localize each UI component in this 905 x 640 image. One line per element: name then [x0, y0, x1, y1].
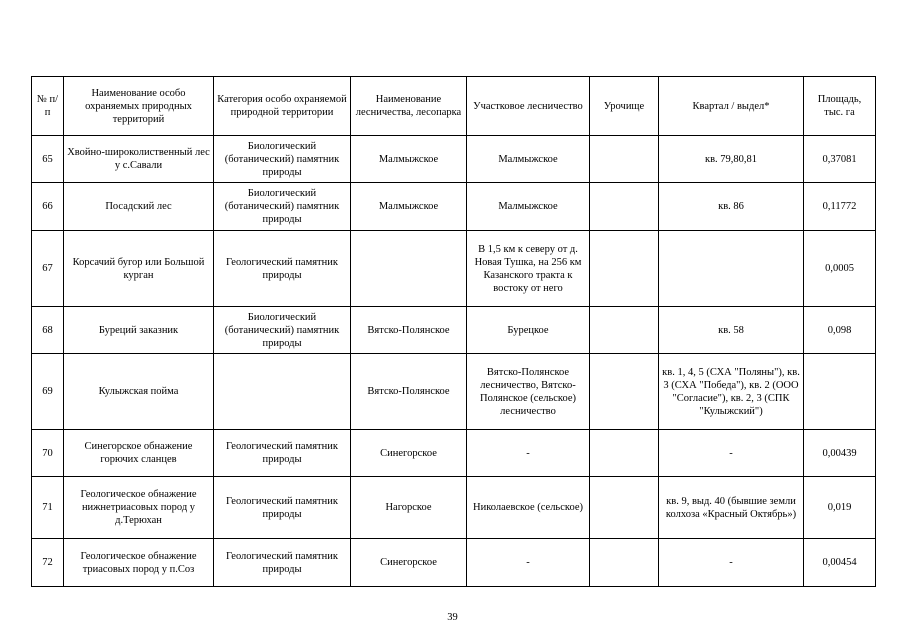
cell-category: Геологический памятник природы [214, 231, 351, 307]
cell-tract [590, 136, 659, 183]
table-row [32, 231, 876, 307]
cell-quarter: кв. 1, 4, 5 (СХА "Поляны"), кв. 3 (СХА "Победа"), кв. 2 (ООО "Согласие"), кв. 2, 3 (СПК "Кулыжский") [659, 354, 804, 430]
header-row [32, 77, 876, 136]
cell-forestry: Малмыжское [351, 136, 467, 183]
cell-quarter: - [659, 430, 804, 477]
cell-name: Геологическое обнажение триасовых пород у п.Соз [64, 539, 214, 587]
cell-number: 66 [32, 183, 64, 231]
cell-forestry: Вятско-Полянское [351, 354, 467, 430]
cell-category: Биологический (ботанический) памятник природы [214, 183, 351, 231]
column-header-forestry: Наименование лесничества, лесопарка [351, 77, 467, 136]
cell-district: Николаевское (сельское) [467, 477, 590, 539]
cell-tract [590, 183, 659, 231]
cell-district: Бурецкое [467, 307, 590, 354]
cell-area: 0,00454 [804, 539, 876, 587]
cell-forestry [351, 231, 467, 307]
cell-forestry: Вятско-Полянское [351, 307, 467, 354]
cell-area: 0,00439 [804, 430, 876, 477]
cell-quarter: кв. 58 [659, 307, 804, 354]
cell-area: 0,11772 [804, 183, 876, 231]
cell-forestry: Нагорское [351, 477, 467, 539]
cell-category: Геологический памятник природы [214, 539, 351, 587]
cell-category: Биологический (ботанический) памятник природы [214, 307, 351, 354]
table-row [32, 183, 876, 231]
column-header-category: Категория особо охраняемой природной территории [214, 77, 351, 136]
cell-area: 0,37081 [804, 136, 876, 183]
cell-name: Посадский лес [64, 183, 214, 231]
cell-district: В 1,5 км к северу от д. Новая Тушка, на 256 км Казанского тракта к востоку от него [467, 231, 590, 307]
cell-number: 69 [32, 354, 64, 430]
column-header-tract: Урочище [590, 77, 659, 136]
table-row [32, 354, 876, 430]
cell-tract [590, 430, 659, 477]
protected-areas-table [31, 76, 876, 587]
cell-quarter: кв. 86 [659, 183, 804, 231]
cell-number: 65 [32, 136, 64, 183]
cell-name: Буреций заказник [64, 307, 214, 354]
cell-name: Синегорское обнажение горючих сланцев [64, 430, 214, 477]
cell-category: Биологический (ботанический) памятник природы [214, 136, 351, 183]
cell-name: Геологическое обнажение нижнетриасовых пород у д.Терюхан [64, 477, 214, 539]
cell-category: Геологический памятник природы [214, 430, 351, 477]
cell-district: Малмыжское [467, 183, 590, 231]
cell-district: - [467, 430, 590, 477]
cell-name: Хвойно-широколиственный лес у с.Савали [64, 136, 214, 183]
table-row [32, 430, 876, 477]
cell-number: 72 [32, 539, 64, 587]
cell-number: 71 [32, 477, 64, 539]
cell-area: 0,0005 [804, 231, 876, 307]
column-header-number: № п/п [32, 77, 64, 136]
cell-number: 67 [32, 231, 64, 307]
cell-tract [590, 354, 659, 430]
table-row [32, 477, 876, 539]
column-header-district: Участковое лесничество [467, 77, 590, 136]
cell-name: Кулыжская пойма [64, 354, 214, 430]
cell-forestry: Синегорское [351, 539, 467, 587]
table-row [32, 136, 876, 183]
cell-tract [590, 231, 659, 307]
cell-district: - [467, 539, 590, 587]
cell-quarter: - [659, 539, 804, 587]
cell-tract [590, 307, 659, 354]
cell-name: Корсачий бугор или Большой курган [64, 231, 214, 307]
cell-quarter: кв. 9, выд. 40 (бывшие земли колхоза «Красный Октябрь») [659, 477, 804, 539]
cell-number: 68 [32, 307, 64, 354]
cell-forestry: Малмыжское [351, 183, 467, 231]
table-row [32, 307, 876, 354]
cell-area: 0,098 [804, 307, 876, 354]
column-header-name: Наименование особо охраняемых природных территорий [64, 77, 214, 136]
page-number: 39 [447, 612, 458, 623]
cell-category [214, 354, 351, 430]
column-header-area: Площадь, тыс. га [804, 77, 876, 136]
table-row [32, 539, 876, 587]
cell-number: 70 [32, 430, 64, 477]
column-header-quarter: Квартал / выдел* [659, 77, 804, 136]
cell-district: Малмыжское [467, 136, 590, 183]
cell-quarter [659, 231, 804, 307]
cell-district: Вятско-Полянское лесничество, Вятско-Полянское (сельское) лесничество [467, 354, 590, 430]
cell-category: Геологический памятник природы [214, 477, 351, 539]
cell-quarter: кв. 79,80,81 [659, 136, 804, 183]
cell-tract [590, 477, 659, 539]
cell-tract [590, 539, 659, 587]
cell-forestry: Синегорское [351, 430, 467, 477]
cell-area: 0,019 [804, 477, 876, 539]
cell-area [804, 354, 876, 430]
